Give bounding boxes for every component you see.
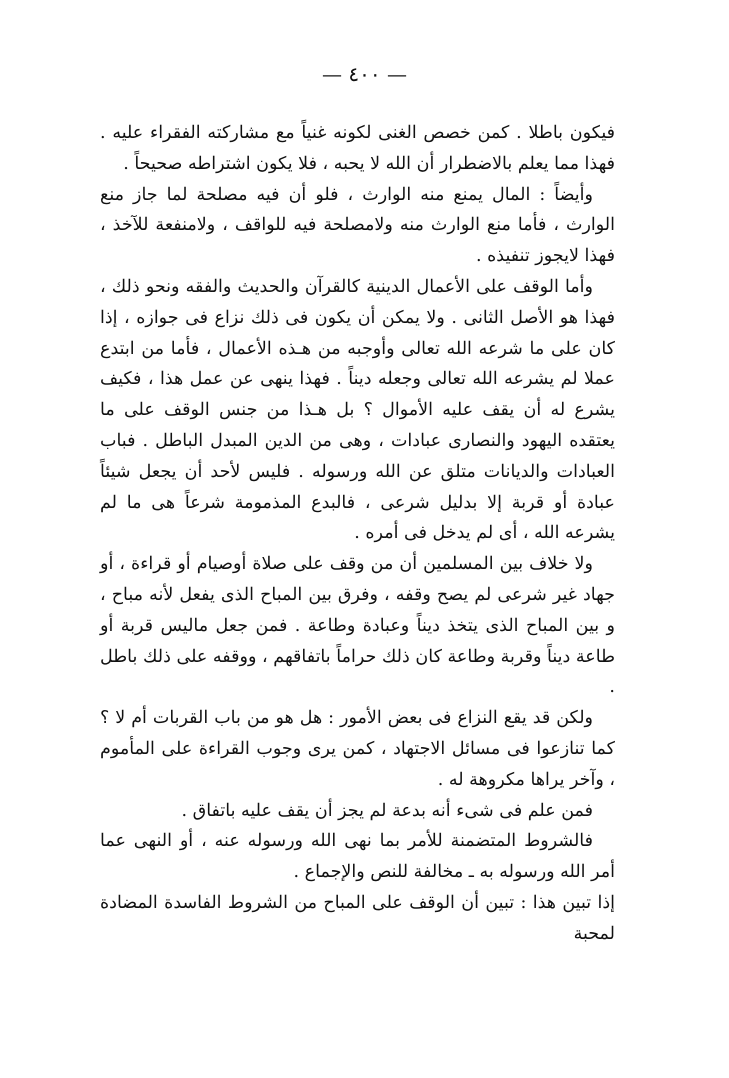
paragraph-6: فمن علم فى شىء أنه بدعة لم يجز أن يقف عليه باتفاق . xyxy=(181,800,593,821)
body-text xyxy=(100,118,615,950)
paragraph-1: فيكون باطلا . كمن خصص الغنى لكونه غنياً مع مشاركته الفقراء عليه . فهذا مما يعلم بالاضطرار أن الله لا يحبه ، فلا يكون اشتراطه صحيحاً . xyxy=(100,123,615,174)
paragraph-4: ولا خلاف بين المسلمين أن من وقف على صلاة أوصيام أو قراءة ، أو جهاد غير شرعى لم يصح وقفه ، وفرق بين المباح الذى يفعل لأنه مباح ، و بين المباح الذى يتخذ ديناً وعبادة وطاعة . فمن جعل ماليس قربة أو طاعة ديناً وقربة وطاعة كان ذلك حراماً باتفاقهم ، ووقفه على ذلك باطل . xyxy=(100,554,615,698)
paragraph-8: إذا تبين هذا : تبين أن الوقف على المباح من الشروط الفاسدة المضادة لمحبة xyxy=(100,892,615,944)
paragraph-5: ولكن قد يقع النزاع فى بعض الأمور : هل هو من باب القربات أم لا ؟ كما تنازعوا فى مسائل الاجتهاد ، كمن يرى وجوب القراءة على المأموم ، وآخر يراها مكروهة له . xyxy=(100,708,615,790)
paragraph-2: وأيضاً : المال يمنع منه الوارث ، فلو أن فيه مصلحة لما جاز منع الوارث ، فأما منع الوارث منه ولامصلحة فيه للواقف ، ولامنفعة للآخذ ، فهذا لايجوز تنفيذه . xyxy=(100,184,615,267)
paragraph-7: فالشروط المتضمنة للأمر بما نهى الله ورسوله عنه ، أو النهى عما أمر الله ورسوله به ـ مخالفة للنص والإجماع . xyxy=(100,831,615,883)
page-number: — ٤٠٠ — xyxy=(322,62,407,86)
paragraph-3: وأما الوقف على الأعمال الدينية كالقرآن والحديث والفقه ونحو ذلك ، فهذا هو الأصل الثانى . ولا يمكن أن يكون فى ذلك نزاع فى جوازه ، إذا كان على ما شرعه الله تعالى وأوجبه من هـذه الأعمال ، فأما من ابتدع عملا لم يشرعه الله تعالى وجعله ديناً . فهذا ينهى عن عمل هذا ، فكيف يشرع له أن يقف عليه الأموال ؟ بل هـذا من جنس الوقف على ما يعتقده اليهود والنصارى عبادات ، وهى من الدين المبدل الباطل . فباب العبادات والديانات متلق عن الله ورسوله . فليس لأحد أن يجعل شيئاً عبادة أو قربة إلا بدليل شرعى ، فالبدع المذمومة شرعاً هى ما لم يشرعه الله ، أى لم يدخل فى أمره . xyxy=(100,276,615,544)
